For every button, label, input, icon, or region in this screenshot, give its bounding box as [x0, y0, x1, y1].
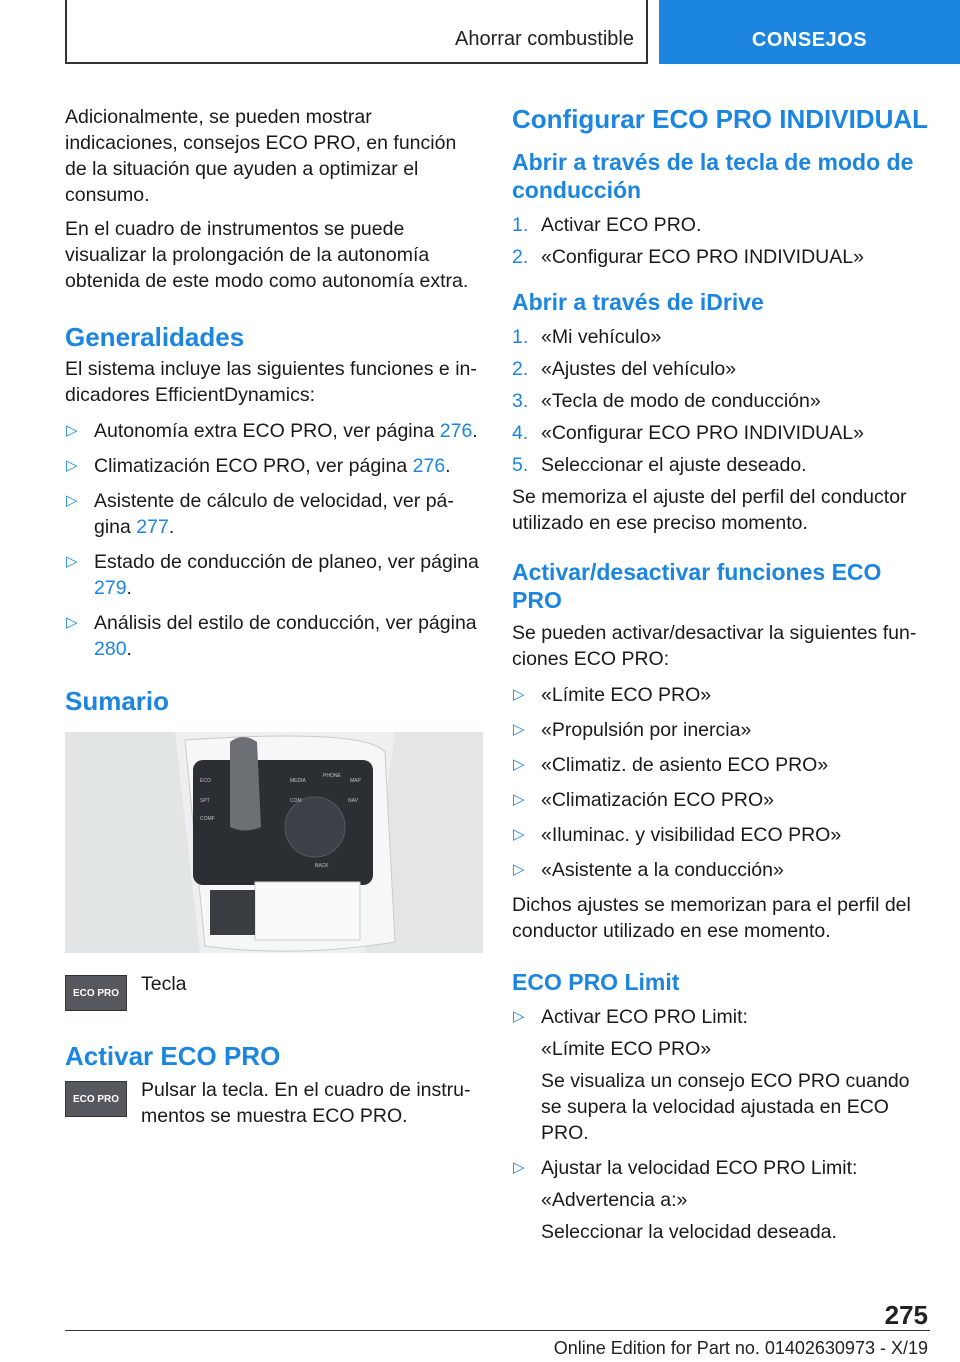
- activar-funciones-heading: Activar/desactivar funciones ECO PRO: [512, 559, 882, 613]
- list-item: 2. «Ajustes del vehículo»: [512, 358, 737, 380]
- list-item: 4. «Configurar ECO PRO INDIVIDUAL»: [512, 422, 864, 444]
- list-item: ▷ «Climatización ECO PRO»: [512, 787, 930, 813]
- center-console-photo: [65, 732, 483, 953]
- svg-text:NAV: NAV: [348, 798, 358, 804]
- modo-heading: Abrir a través de la tecla de modo de conducción: [512, 149, 914, 203]
- svg-text:BACK: BACK: [315, 863, 329, 869]
- list-item: ▷ «Límite ECO PRO»: [512, 682, 930, 708]
- svg-text:MEDIA: MEDIA: [290, 778, 306, 784]
- activar-heading: Activar ECO PRO: [65, 1041, 281, 1071]
- section-title: Ahorrar combustible: [455, 28, 634, 50]
- activar-text: Pulsar la tecla. En el cuadro de instrumentos se muestra ECO PRO.: [141, 1079, 471, 1127]
- page-link[interactable]: 276: [439, 420, 473, 442]
- functions-note: Dichos ajustes se memorizan para el perfil del conductor utilizado en ese momento.: [512, 894, 911, 942]
- activar-funciones-text: Se pueden activar/desactivar la siguientes funciones ECO PRO:: [512, 622, 917, 670]
- list-item: ▷ «Propulsión por inercia»: [512, 717, 930, 743]
- svg-text:COMF: COMF: [200, 816, 215, 822]
- tecla-row: [65, 971, 483, 1011]
- modo-steps: [512, 212, 930, 270]
- list-item: ▷ «Asistente a la conducción»: [512, 857, 930, 883]
- list-item: ▷ «Climatiz. de asiento ECO PRO»: [512, 752, 930, 778]
- header-tab[interactable]: [659, 0, 960, 64]
- svg-text:MAP: MAP: [350, 778, 361, 784]
- generalidades-text: El sistema incluye las siguientes funciones e indicadores EfficientDynamics:: [65, 358, 477, 406]
- generalidades-heading: Generalidades: [65, 322, 245, 352]
- activar-row: [65, 1077, 483, 1129]
- intro-paragraph-2: En el cuadro de instrumentos se puede visualizar la prolongación de la autonomía obtenida de este modo como autonomía extra.: [65, 218, 469, 292]
- list-item: ▷ Estado de conducción de planeo, ver página 279.: [65, 549, 483, 601]
- list-item: 1. Activar ECO PRO.: [512, 214, 702, 236]
- svg-text:COM: COM: [290, 798, 302, 804]
- page-link[interactable]: 280: [94, 638, 127, 660]
- list-item: ▷ Asistente de cálculo de velocidad, ver página 277.: [65, 488, 483, 540]
- sumario-heading: Sumario: [65, 686, 170, 716]
- list-item: ▷ Análisis del estilo de conducción, ver página 280.: [65, 610, 483, 662]
- list-item: 5. Seleccionar el ajuste deseado.: [512, 454, 807, 476]
- list-item: ▷ Activar ECO PRO Limit: «Límite ECO PRO» Se visualiza un consejo ECO PRO cuando se supera la velocidad ajustada en ECO PRO.: [512, 1004, 930, 1146]
- page-link[interactable]: 279: [94, 577, 127, 599]
- list-item: ▷ Ajustar la velocidad ECO PRO Limit: «Advertencia a:» Seleccionar la velocidad deseada.: [512, 1155, 930, 1245]
- svg-text:SPT: SPT: [200, 798, 210, 804]
- edition-footer: Online Edition for Part no. 01402630973 - X/19: [553, 1338, 928, 1358]
- left-column: [65, 104, 483, 1129]
- list-item: ▷ Climatización ECO PRO, ver página 276.: [65, 453, 483, 479]
- page-link[interactable]: 276: [412, 455, 446, 477]
- list-item: 1. «Mi vehículo»: [512, 326, 662, 348]
- right-column: [512, 104, 930, 1254]
- page-link[interactable]: 277: [136, 516, 169, 538]
- list-item: 2. «Configurar ECO PRO INDIVIDUAL»: [512, 246, 864, 268]
- configurar-heading: Configurar ECO PRO INDIVIDUAL: [512, 104, 929, 134]
- intro-paragraph-1: Adicionalmente, se pueden mostrar indicaciones, consejos ECO PRO, en función de la situación que ayuden a optimizar el consumo.: [65, 106, 457, 206]
- list-item: 3. «Tecla de modo de conducción»: [512, 390, 821, 412]
- header-section: [65, 0, 648, 64]
- limit-heading: ECO PRO Limit: [512, 969, 680, 995]
- footer-divider: [65, 1330, 930, 1331]
- idrive-heading: Abrir a través de iDrive: [512, 289, 764, 315]
- tecla-label: Tecla: [141, 973, 187, 995]
- list-item: ▷ Autonomía extra ECO PRO, ver página 276.: [65, 418, 483, 444]
- functions-list: [512, 682, 930, 883]
- svg-text:PHONE: PHONE: [323, 773, 341, 779]
- tab-label: CONSEJOS: [751, 29, 868, 51]
- eco-pro-key-icon: ECO PRO: [65, 1081, 127, 1117]
- features-list: [65, 418, 483, 662]
- svg-text:ECO: ECO: [200, 778, 211, 784]
- idrive-steps: [512, 324, 930, 478]
- limit-list: [512, 1004, 930, 1245]
- idrive-note: Se memoriza el ajuste del perfil del conductor utilizado en ese preciso momento.: [512, 486, 907, 534]
- eco-pro-key-icon: ECO PRO: [65, 975, 127, 1011]
- page-number: 275: [884, 1300, 928, 1330]
- list-item: ▷ «Iluminac. y visibilidad ECO PRO»: [512, 822, 930, 848]
